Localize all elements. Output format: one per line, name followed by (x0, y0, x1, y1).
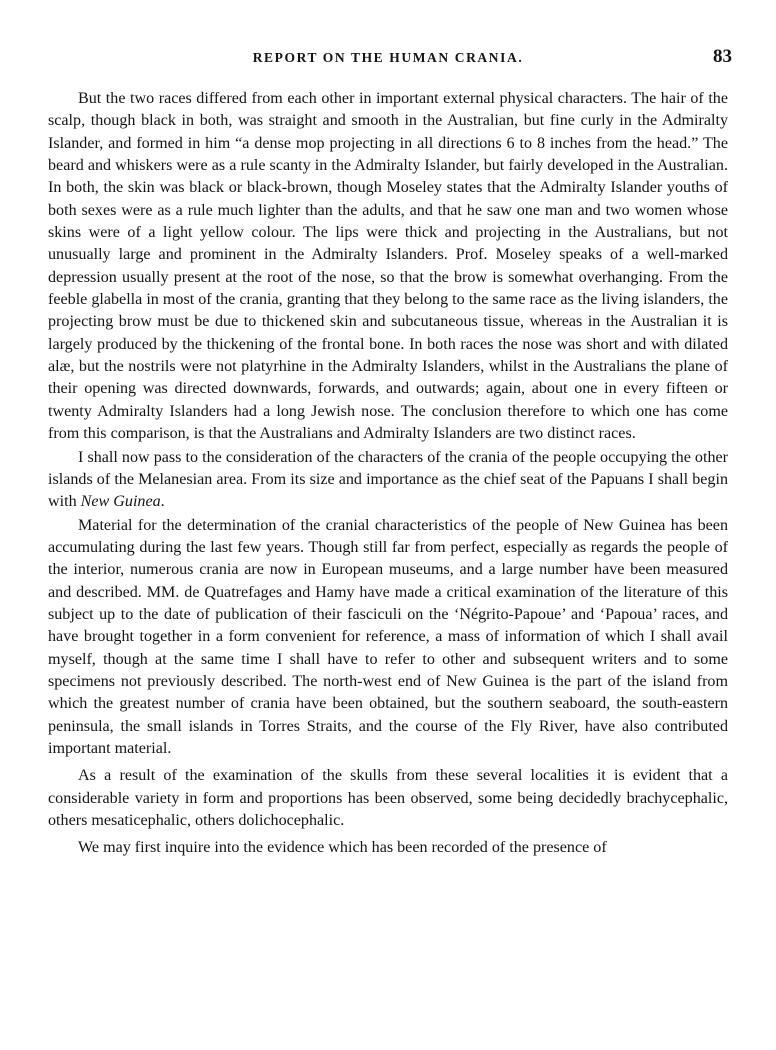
paragraph-text: I shall now pass to the consideration of the characters of the crania of the people occupying the other islands of the Melanesian area. From its size and importance as the chief seat of the Papuans I shall begin with (48, 448, 728, 511)
page-number: 83 (713, 46, 732, 67)
paragraph-examination-result: As a result of the examination of the skulls from these several localities it is evident that a considerable variety in form and proportions has been observed, some being decidedly brachycephalic, others mesaticephalic, others dolichocephalic. (48, 767, 728, 829)
running-title: REPORT ON THE HUMAN CRANIA. (252, 50, 524, 65)
paragraph-physical-characters: But the two races differed from each other in important external physical characters. The hair of the scalp, though black in both, was straight and smooth in the Australian, but fine curly in the Admiralty Islander, and formed in him “a dense mop projecting in all directions 6 to 8 inches from the head.” The beard and whiskers were as a rule scanty in the Admiralty Islander, but fairly developed in the Australian. In both, the skin was black or black-brown, though Moseley states that the Admiralty Islander youths of both sexes were as a rule much lighter than the adults, and that he saw one man and two women whose skins were of a light yellow colour. The lips were thick and projecting in the Australians, but not unusually large and prominent in the Admiralty Islanders. Prof. Moseley speaks of a well-marked depression usually present at the root of the nose, so that the brow is somewhat overhanging. From the feeble glabella in most of the crania, granting that they belong to the same race as the living islanders, the projecting brow must be due to thickened skin and subcutaneous tissue, whereas in the Australian it is largely produced by the thickening of the frontal bone. In both races the nose was short and with dilated alæ, but the nostrils were not platyrhine in the Admiralty Islanders, whilst in the Australians the plane of their opening was directed downwards, forwards, and outwards; again, about one in every fifteen or twenty Admiralty Islanders had a long Jewish nose. The conclusion therefore to which one has come from this comparison, is that the Australians and Admiralty Islanders are two distinct races. (48, 90, 728, 443)
emphasis-new-guinea: New Guinea (80, 493, 161, 511)
body-text (48, 88, 728, 860)
page-header (48, 44, 732, 74)
paragraph-new-guinea-intro (48, 447, 728, 514)
paragraph-text-end: . (160, 493, 165, 511)
paragraph-cranial-material: Material for the determination of the cranial characteristics of the people of New Guinea has been accumulating during the last few years. Though still far from perfect, especially as regards the people of the interior, numerous crania are now in European museums, and a large number have been measured and described. MM. de Quatrefages and Hamy have made a critical examination of the literature of this subject up to the date of publication of their fasciculi on the ‘Négrito-Papoue’ and ‘Papoua’ races, and have brought together in a form convenient for reference, a mass of information of which I shall avail myself, though at the same time I shall have to refer to other and subsequent writers and to some specimens not previously described. The north-west end of New Guinea is the part of the island from which the greatest number of crania have been obtained, but the southern seaboard, the south-eastern peninsula, the small islands in Torres Straits, and the course of the Fly River, have also contributed important material. (48, 516, 728, 757)
paragraph-inquiry: We may first inquire into the evidence which has been recorded of the presence of (78, 839, 607, 857)
